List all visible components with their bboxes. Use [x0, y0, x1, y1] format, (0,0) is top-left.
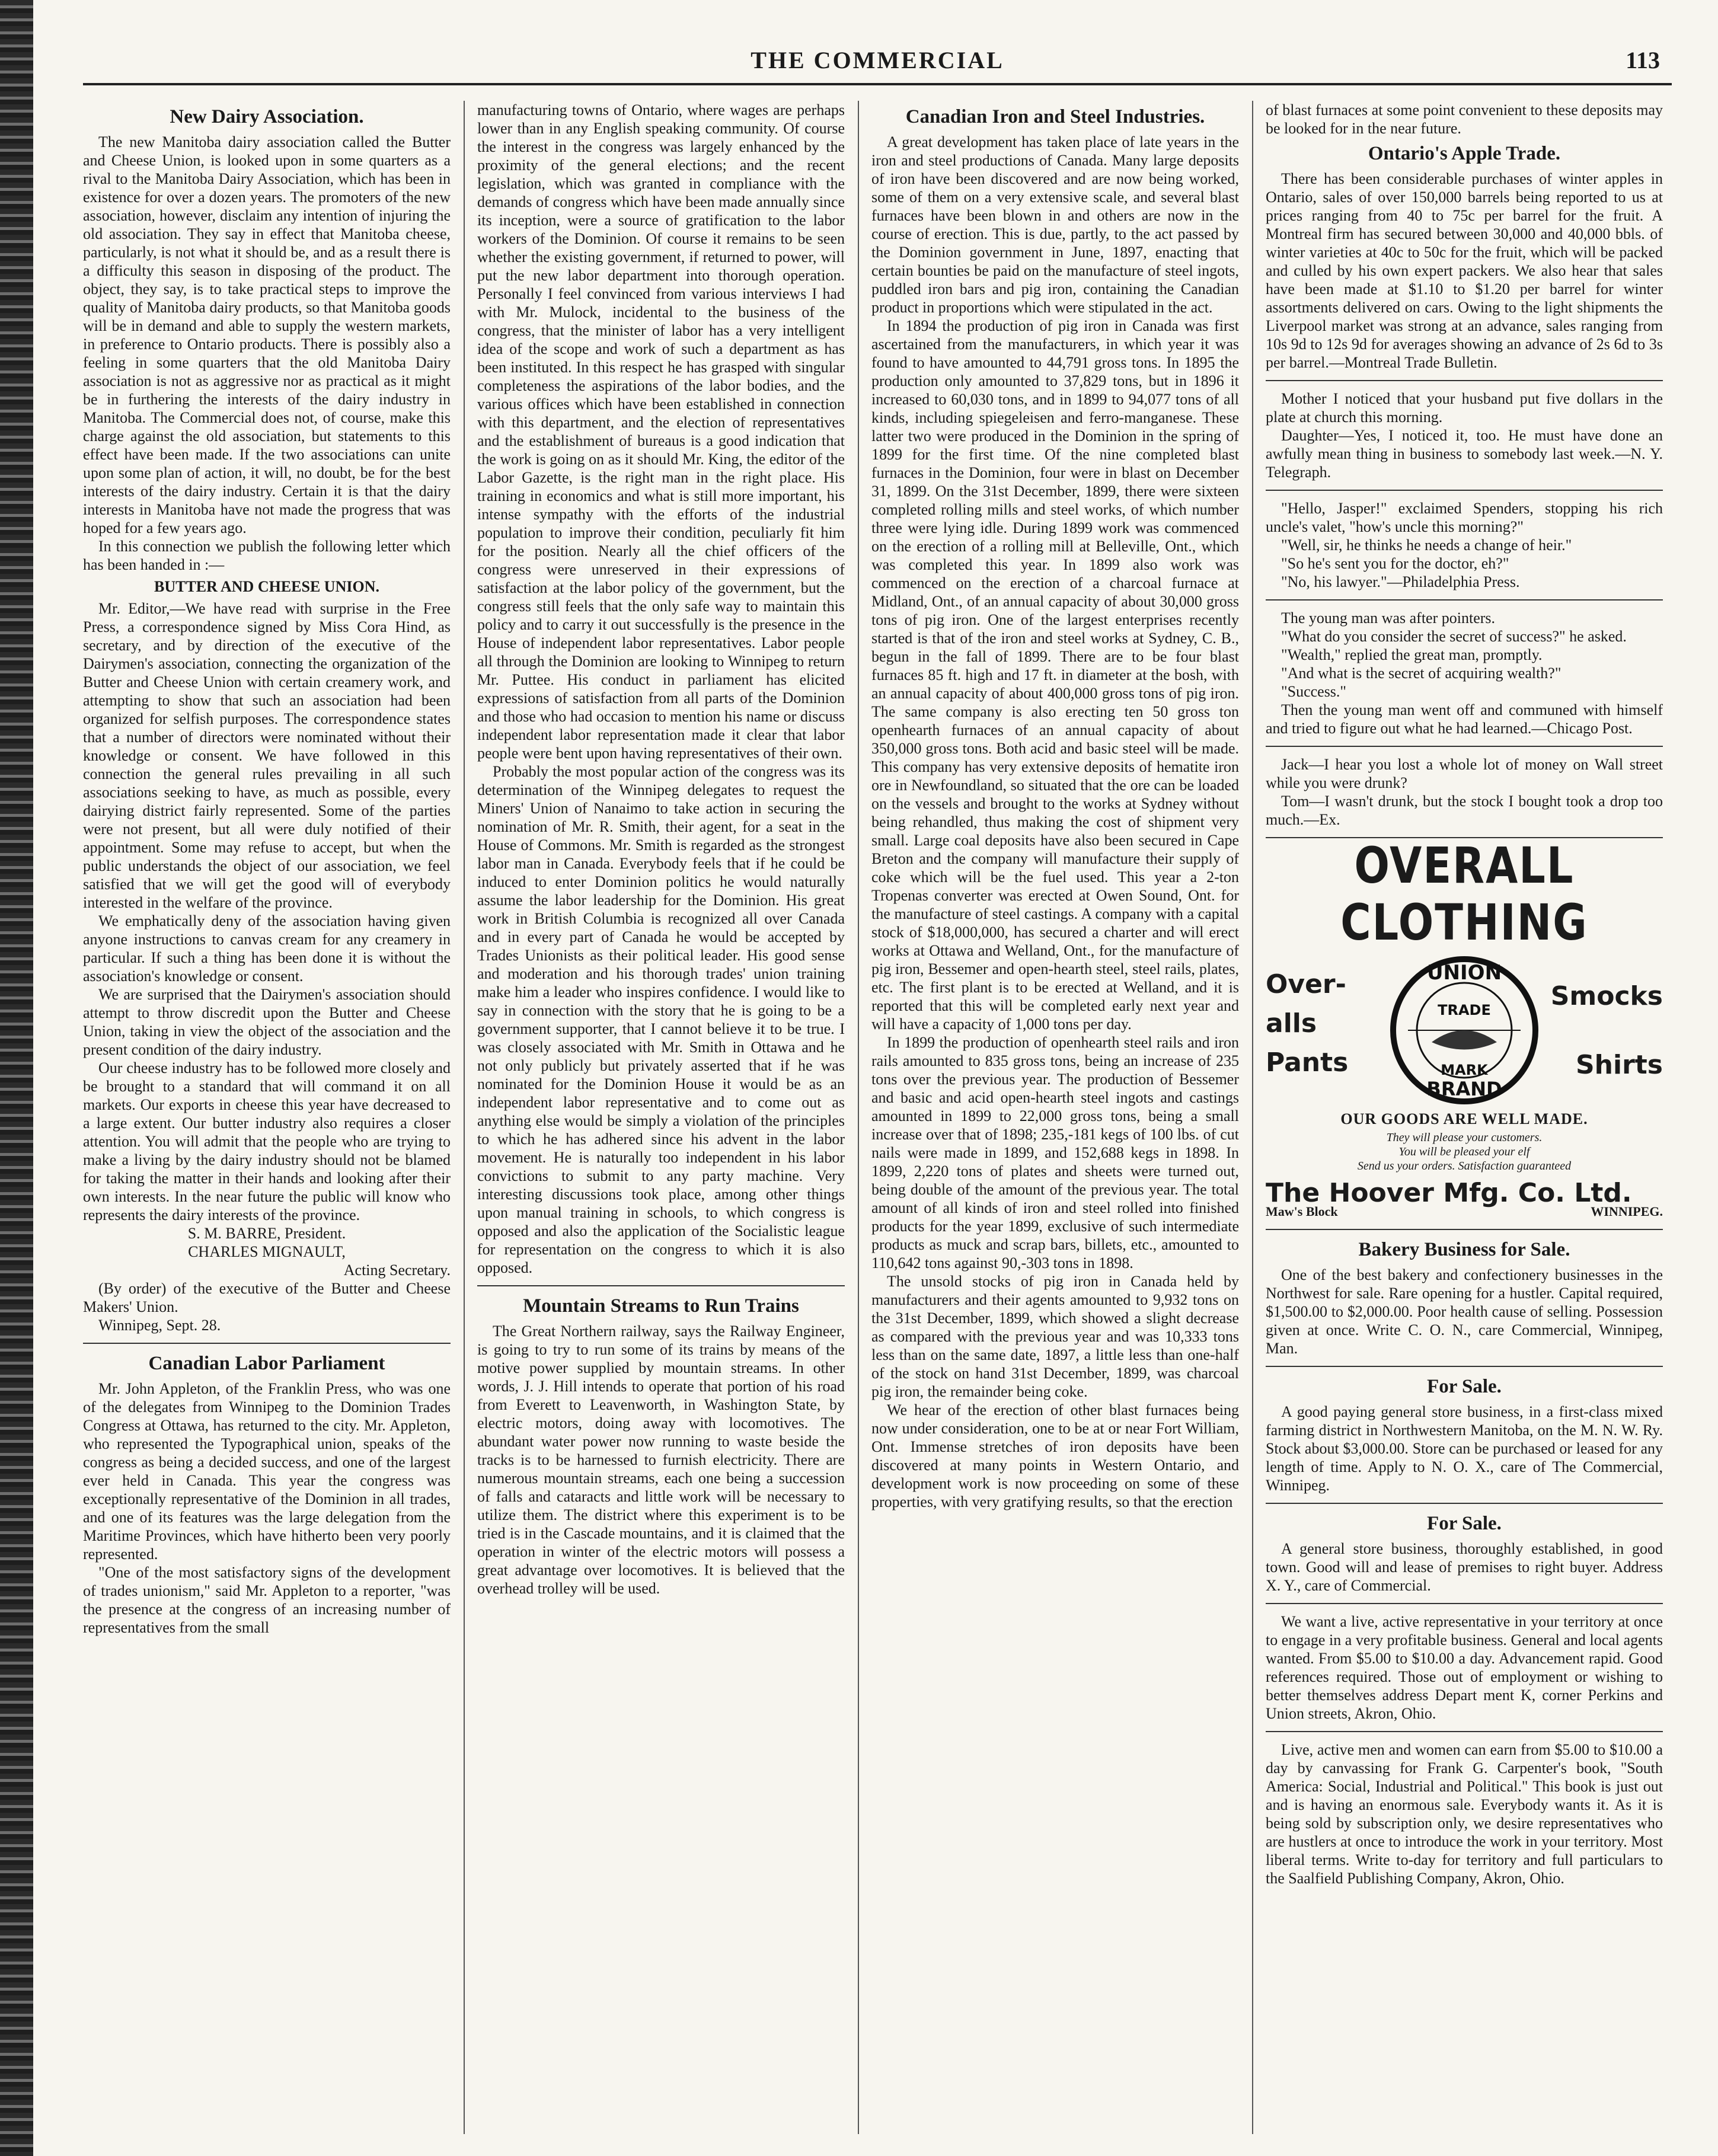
classified-text: A general store business, thoroughly established, in good town. Good will and lease of premises to right buyer. Address X. Y., care of Commercial. [1266, 1540, 1663, 1594]
logo-text-mark: MARK [1441, 1062, 1488, 1078]
divider [1266, 1731, 1663, 1732]
ad-product-row [1266, 953, 1663, 1107]
joke-line: Daughter—Yes, I noticed it, too. He must have done an awfully mean thing in business to somebody last week.—N. Y. Telegraph. [1266, 427, 1663, 481]
column-rule [464, 101, 465, 2134]
classified-text: One of the best bakery and confectionery businesses in the Northwest for sale. Rare opening for a hustler. Capital required, $1,500.00 to $2,000.00. Poor health cause of selling. Possession given at once. Write C. O. N., care Commercial, Winnipeg, Man. [1266, 1266, 1663, 1357]
article-paragraph: "One of the most satisfactory signs of the development of trades unionism," said Mr. Appleton to a reporter, "was the presence at the congress of an increasing number of representatives from the small [83, 1564, 451, 1636]
article-paragraph: In 1894 the production of pig iron in Canada was first ascertained from the manufacturers, in which year it was found to have amounted to 44,791 gross tons. In 1895 the production only amounted to 37,829 tons, but in 1896 it increased to 60,030 tons, and in 1899 to 94,077 tons of all kinds, including spiegeleisen and ferro-manganese. These latter two were produced in the Dominion in the spring of 1899 for the first time. Of the nine completed blast furnaces in the Dominion, four were in blast on December 31, 1899. On the 31st December, 1899, there were sixteen completed rolling mills and steel works, of which number three were lying idle. During 1899 work was commenced on the erection of a rolling mill at Belleville, Ont., which was completed this year. In 1899 also work was commenced on the erection of a charcoal furnace at Midland, Ont., of an annual capacity of about 30,000 gross tons of pig iron. One of the largest enterprises recently started is that of the iron and steel works at Sydney, C. B., begun in the fall of 1899. There are to be four blast furnaces 85 ft. high and 17 ft. in diameter at the bosh, with an annual capacity of about 400,000 gross tons of pig iron. The same company is also erecting ten 50 gross ton openhearth furnaces of an annual capacity of about 350,000 gross tons. Both acid and basic steel will be made. This company has very extensive deposits of hematite iron ore in Newfoundland, so situated that the ore can be loaded on the vessels and brought to the works at Sydney without being rehandled, thus making the cost of shipment very small. Large coal deposits have also been secured in Cape Breton and the company will manufacture their supply of coke which will be the fuel used. This year a 2-ton Tropenas converter was erected at Owen Sound, Ont. for the manufacture of steel castings. A company with a capital stock of $18,000,000, has secured a charter and will erect works at Ottawa and Welland, Ont., for the manufacture of pig iron, Bessemer and open-hearth steel, steel rails, plates, etc. The first plant is to be erected at Welland, and it is reported that this will be completed early next year and will have a capacity of 1,000 tons per day. [871, 317, 1239, 1033]
logo-text-bottom: BRAND [1426, 1078, 1502, 1100]
page-number: 113 [1626, 47, 1660, 74]
ad-small-text: They will please your customers. [1386, 1131, 1543, 1144]
divider [1266, 1366, 1663, 1367]
divider [1266, 599, 1663, 601]
article-paragraph: In this connection we publish the following letter which has been handed in :— [83, 538, 451, 573]
ad-product: Pants [1266, 1047, 1349, 1078]
column-3 [871, 101, 1239, 2140]
ad-block: Maw's Block [1266, 1204, 1338, 1219]
column-rule [858, 101, 859, 2134]
divider [83, 1343, 451, 1344]
joke-line: "Wealth," replied the great man, promptly. [1281, 646, 1543, 663]
classified-heading: For Sale. [1427, 1513, 1502, 1534]
article-heading: Canadian Iron and Steel Industries. [905, 106, 1205, 127]
column-2 [477, 101, 845, 2140]
ad-products-left [1266, 965, 1348, 1082]
article-heading: Ontario's Apple Trade. [1368, 143, 1561, 164]
classified-text: Live, active men and women can earn from $5.00 to $10.00 a day by canvassing for Frank G. Carpenter's book, "South America: Social, Industrial and Political." This book is just out and is having an enormous sale. Everybody wants it. As it is being sold by subscription only, we desire representatives who are hustlers at once to introduce the work in your territory. Most liberal terms. Write to-day for territory and full particulars to the Saalfield Publishing Company, Akron, Ohio. [1266, 1741, 1663, 1887]
classified-text: A good paying general store business, in a first-class mixed farming district in Northwestern Manitoba, on the M. N. W. Ry. Stock about $3,000.00. Store can be purchased or leased for any length of time. Apply to N. O. X., care of The Commercial, Winnipeg. [1266, 1403, 1663, 1494]
classified-heading: For Sale. [1427, 1376, 1502, 1397]
joke-line: The young man was after pointers. [1281, 609, 1496, 627]
joke-line: Mother I noticed that your husband put five dollars in the plate at church this morning. [1266, 390, 1663, 426]
letter-heading: BUTTER AND CHEESE UNION. [154, 578, 379, 595]
classified-text: We want a live, active representative in your territory at once to engage in a very profitable business. General and local agents wanted. From $5.00 to $10.00 a day. Advancement rapid. Good references required. Those out of employment or wishing to better themselves address Depart ment K, corner Perkins and Union streets, Akron, Ohio. [1266, 1613, 1663, 1722]
ad-products-right [1551, 965, 1663, 1085]
column-4 [1266, 101, 1663, 2140]
joke-line: Then the young man went off and communed with himself and tried to figure out what he had learned.—Chicago Post. [1266, 701, 1663, 737]
ad-small-text: You will be pleased your elf [1398, 1145, 1530, 1158]
signature-line: CHARLES MIGNAULT, [188, 1243, 346, 1260]
signature-line: Acting Secretary. [343, 1261, 451, 1279]
divider [1266, 1229, 1663, 1230]
joke-line: "And what is the secret of acquiring wealth?" [1281, 665, 1561, 682]
joke-line: Jack—I hear you lost a whole lot of money on Wall street while you were drunk? [1266, 756, 1663, 791]
article-paragraph: The unsold stocks of pig iron in Canada held by manufacturers and their agents amounted to 9,932 tons on the 31st December, 1899, which showed a slight decrease as compared with the previous year and was 10,333 tons less than on the same date, 1897, a little less than one-half of the stock on hand 31st December, 1899, was charcoal pig iron, the remainder being coke. [871, 1273, 1239, 1400]
article-paragraph: Mr. Editor,—We have read with surprise in the Free Press, a correspondence signed by Miss Cora Hind, as secretary, and by direction of the executive of the Dairymen's association, connecting the organization of the Butter and Cheese Union with certain creamery work, and attempting to show that such an association had been organized for selfish purposes. The correspondence states that a number of directors were nominated without their knowledge or consent. We have followed in this connection the general rules prevailing in all such associations seeking to have, as much as possible, every dairying district fairly represented. Some of the parties were not present, but all were duly notified of their appointment. Some may refuse to accept, but when the public understands the object of our association, we feel satisfied that we will get the good will of everybody interested in the welfare of the province. [83, 600, 451, 911]
ad-tagline: OUR GOODS ARE WELL MADE. [1340, 1110, 1588, 1127]
divider [1266, 380, 1663, 381]
column-rule [1252, 101, 1253, 2134]
signature-line: S. M. BARRE, President. [187, 1225, 346, 1242]
ad-company-name: The Hoover Mfg. Co. Ltd. [1266, 1178, 1632, 1208]
divider [1266, 746, 1663, 747]
ad-product: alls [1266, 1008, 1317, 1039]
logo-text-trade: TRADE [1438, 1002, 1491, 1018]
article-paragraph: We emphatically deny of the association having given anyone instructions to canvas cream for any creamery in particular. If such a thing has been done it is without the association's knowledge or consent. [83, 912, 451, 985]
article-paragraph: Mr. John Appleton, of the Franklin Press, who was one of the delegates from Winnipeg to the Dominion Trades Congress at Ottawa, has returned to the city. Mr. Appleton, who represented the Typographical union, speaks of the congress as being a decided success, and one of the largest ever held in Canada. This year the congress was exceptionally representative of the Dominion in all trades, and one of its features was the large delegation from the Maritime Provinces, which have hitherto been very poorly represented. [83, 1380, 451, 1563]
ad-headline: OVERALL CLOTHING [1340, 836, 1588, 952]
joke-line: "What do you consider the secret of success?" he asked. [1281, 628, 1627, 645]
handshake-icon [1432, 1030, 1497, 1050]
article-heading: Canadian Labor Parliament [148, 1353, 385, 1374]
joke-line: Tom—I wasn't drunk, but the stock I bought took a drop too much.—Ex. [1266, 793, 1663, 828]
ad-product: Smocks [1550, 981, 1663, 1011]
masthead-title: THE COMMERCIAL [751, 47, 1004, 74]
overall-clothing-ad [1266, 836, 1663, 1221]
ad-product: Shirts [1575, 1050, 1663, 1080]
binding-edge [0, 0, 33, 2156]
article-heading: Mountain Streams to Run Trains [523, 1295, 799, 1317]
divider [1266, 1503, 1663, 1504]
article-paragraph: There has been considerable purchases of winter apples in Ontario, sales of over 150,000 barrels being reported to us at prices ranging from 40 to 75c per barrel for the fruit. A Montreal firm has secured between 30,000 and 40,000 bbls. of winter varieties at 40c to 50c for the fruit, which will be packed and culled by his own expert packers. We also hear that sales have been made at $1.10 to $1.20 per barrel for winter assortments delivered on cars. Owing to the light shipments the Liverpool market was strong at an advance, sales ranging from 10s 9d to 12s 9d for averages showing an advance of 2s 6d to 3s per barrel.—Montreal Trade Bulletin. [1266, 170, 1663, 371]
ad-small-text: Send us your orders. Satisfaction guaranteed [1357, 1160, 1572, 1173]
divider [477, 1285, 845, 1286]
joke-line: "Well, sir, he thinks he needs a change of heir." [1281, 536, 1572, 554]
signature-line: (By order) of the executive of the Butter and Cheese Makers' Union. [83, 1280, 451, 1315]
logo-text-top: UNION [1426, 961, 1502, 985]
article-paragraph: Our cheese industry has to be followed more closely and be brought to a standard that will command it on all markets. Our exports in cheese this year have decreased to a large extent. Our butter industry also requires a closer attention. You will admit that the people who are trying to make a living by the dairy industry should not be blamed for taking the matter in their hands and looking after their own interests. In the near future the public will know who represents the dairy interests of the province. [83, 1059, 451, 1224]
joke-line: "No, his lawyer."—Philadelphia Press. [1281, 573, 1520, 590]
article-paragraph: The new Manitoba dairy association called the Butter and Cheese Union, is looked upon in some quarters as a rival to the Manitoba Dairy Association, which has been in existence for over a dozen years. The promoters of the new association, however, disclaim any intention of injuring the old association. They say in effect that Manitoba cheese, particularly, is not what it should be, and as a result there is a difficulty this season in disposing of the product. The object, they say, is to take practical steps to improve the quality of Manitoba dairy products, so that Manitoba goods will be in demand and able to supply the western markets, in preference to Ontario products. There is possibly also a feeling in some quarters that the old Manitoba Dairy association is not as aggressive nor as practical as it might be in furthering the interests of the dairy industry in Manitoba. The Commercial does not, of course, make this charge against the old association, but statements to this effect have been made. If the two associations can unite upon some plan of action, it will, no doubt, be for the best interests of the dairy industry. Certain it is that the dairy interests in Manitoba have not made the progress that was hoped for a few years ago. [83, 133, 451, 536]
article-paragraph: Probably the most popular action of the congress was its determination of the Winnipeg delegates to request the Miners' Union of Nanaimo to take action in securing the nomination of Mr. R. Smith, their agent, for a seat in the House of Commons. Mr. Smith is regarded as the strongest labor man in Canada. Everybody feels that if he could be induced to enter Dominion politics he would naturally assume the labor leadership for the Dominion. His great work in British Columbia is recognized all over Canada and in every part of Canada he would be accepted by Trades Unionists as their political leader. His good sense and moderation and his thorough trades' union training make him a leader who inspires confidence. I would like to say in connection with the story that he is going to be a government supporter, that I cannot believe it to be true. I was closely associated with Mr. Smith in Ottawa and he not only publicly but privately asserted that if he was nominated for the Dominion House it would be as an independent labor representative and to come out as anything else would be simply a violation of the principles to which he has adhered since his advent in the labor movement. He is naturally too independent in his labor convictions to submit to any party machine. Very interesting discussions took place, among other things upon manual training in schools, to which congress is opposed and also the application of the Socialistic league for representation on the congress to which it is also opposed. [477, 763, 845, 1276]
ad-product: Over- [1266, 969, 1346, 999]
ad-city: WINNIPEG. [1591, 1204, 1663, 1219]
newspaper-page [83, 41, 1672, 2140]
classified-heading: Bakery Business for Sale. [1358, 1239, 1570, 1260]
joke-line: "Success." [1281, 683, 1347, 700]
divider [1266, 490, 1663, 491]
dateline: Winnipeg, Sept. 28. [98, 1317, 221, 1334]
article-paragraph: of blast furnaces at some point convenient to these deposits may be looked for in the near future. [1266, 101, 1663, 137]
joke-line: "Hello, Jasper!" exclaimed Spenders, stopping his rich uncle's valet, "how's uncle this morning?" [1266, 500, 1663, 535]
article-paragraph: We hear of the erection of other blast furnaces being now under consideration, one to be at or near Fort William, Ont. Immense stretches of iron deposits have been discovered at many points in Western Ontario, and development work is now proceeding on some of these properties, with very gratifying results, so that the erection [871, 1401, 1239, 1510]
article-paragraph: A great development has taken place of late years in the iron and steel productions of Canada. Many large deposits of iron have been discovered and are now being worked, some of them on a very extensive scale, and several blast furnaces have been blown in and others are now in the course of erection. This is due, partly, to the act passed by the Dominion government in June, 1897, enacting that certain bounties be paid on the manufacture of steel ingots, puddled iron bars and pig iron, containing the Canadian product in proportions which were stipulated in the act. [871, 133, 1239, 316]
divider [1266, 1603, 1663, 1604]
joke-line: "So he's sent you for the doctor, eh?" [1281, 555, 1509, 572]
masthead [83, 41, 1672, 85]
union-brand-logo [1375, 953, 1553, 1107]
article-paragraph: We are surprised that the Dairymen's association should attempt to throw discredit upon the Butter and Cheese Union, taking in view the object of the association and the present condition of the dairy industry. [83, 986, 451, 1058]
article-paragraph: In 1899 the production of openhearth steel rails and iron rails amounted to 835 gross tons, being an increase of 235 tons over the previous year. The production of Bessemer and basic and acid open-hearth steel ingots and castings amounted in 1899 to 22,000 gross tons, being a small increase over that of 1898; 235,-181 kegs of 100 lbs. of cut nails were made in 1899, and 152,688 kegs in 1898. In 1899, 2,220 tons of plates and sheets were turned out, being double of the amount of the previous year. The total amount of all kinds of iron and steel rolled into finished products for the year 1899, exclusive of such intermediate products as muck and scrap bars, billets, etc., amounted to 110,642 tons against 90,-303 tons in 1898. [871, 1034, 1239, 1272]
column-1 [83, 101, 451, 2140]
article-heading: New Dairy Association. [170, 106, 364, 127]
article-paragraph: The Great Northern railway, says the Railway Engineer, is going to try to run some of its trains by means of the motive power supplied by mountain streams. In other words, J. J. Hill intends to operate that portion of his road from Everett to Leavenworth, in Washington State, by electric motors, doing away with locomotives. The abundant water power now running to waste beside the tracks is to be harnessed to furnish electricity. There are numerous mountain streams, each one being a succession of falls and cataracts and little work will be necessary to utilize them. The district where this experiment is to be tried is in the Cascade mountains, and it is claimed that the operation in winter of the electric motors will possess a great advantage over locomotives. It is believed that the overhead trolley will be used. [477, 1323, 845, 1597]
article-paragraph: manufacturing towns of Ontario, where wages are perhaps lower than in any English speaking community. Of course the interest in the congress was largely enhanced by the proximity of the general elections; and the recent legislation, which was granted in compliance with the demands of congress which have been made annually since its inception, were a source of gratification to the labor workers of the Dominion. Of course it remains to be seen whether the existing government, if returned to power, will put the new labor department into thorough operation. Personally I feel convinced from various interviews I had with Mr. Mulock, incidental to the business of the congress, that the minister of labor has a very intelligent idea of the scope and work of such a department as has been instituted. In this respect he has grasped with singular completeness the aspirations of the labor bodies, and the various offices which have been established in connection with this department, and the election of representatives and the establishment of bureaus is a good indication that the work is going on as it should Mr. King, the editor of the Labor Gazette, is the right man in the right place. His training in economics and what is still more important, his intense sympathy with the efforts of the industrial population to improve their condition, peculiarly fit him for the position. Nearly all the chief officers of the congress were unreserved in their expressions of satisfaction at the labor policy of the government, but the congress still feels that the only safe way to maintain this policy and to carry it out successfully is the presence in the House of independent labor representatives. Labor people all through the Dominion are looking to Winnipeg to return Mr. Puttee. His conduct in parliament has elicited expressions of satisfaction from all parts of the Dominion and those who had occasion to mention his name or discuss independent labor representation made it clear that labor people were bent upon having representatives of their own. [477, 101, 845, 762]
